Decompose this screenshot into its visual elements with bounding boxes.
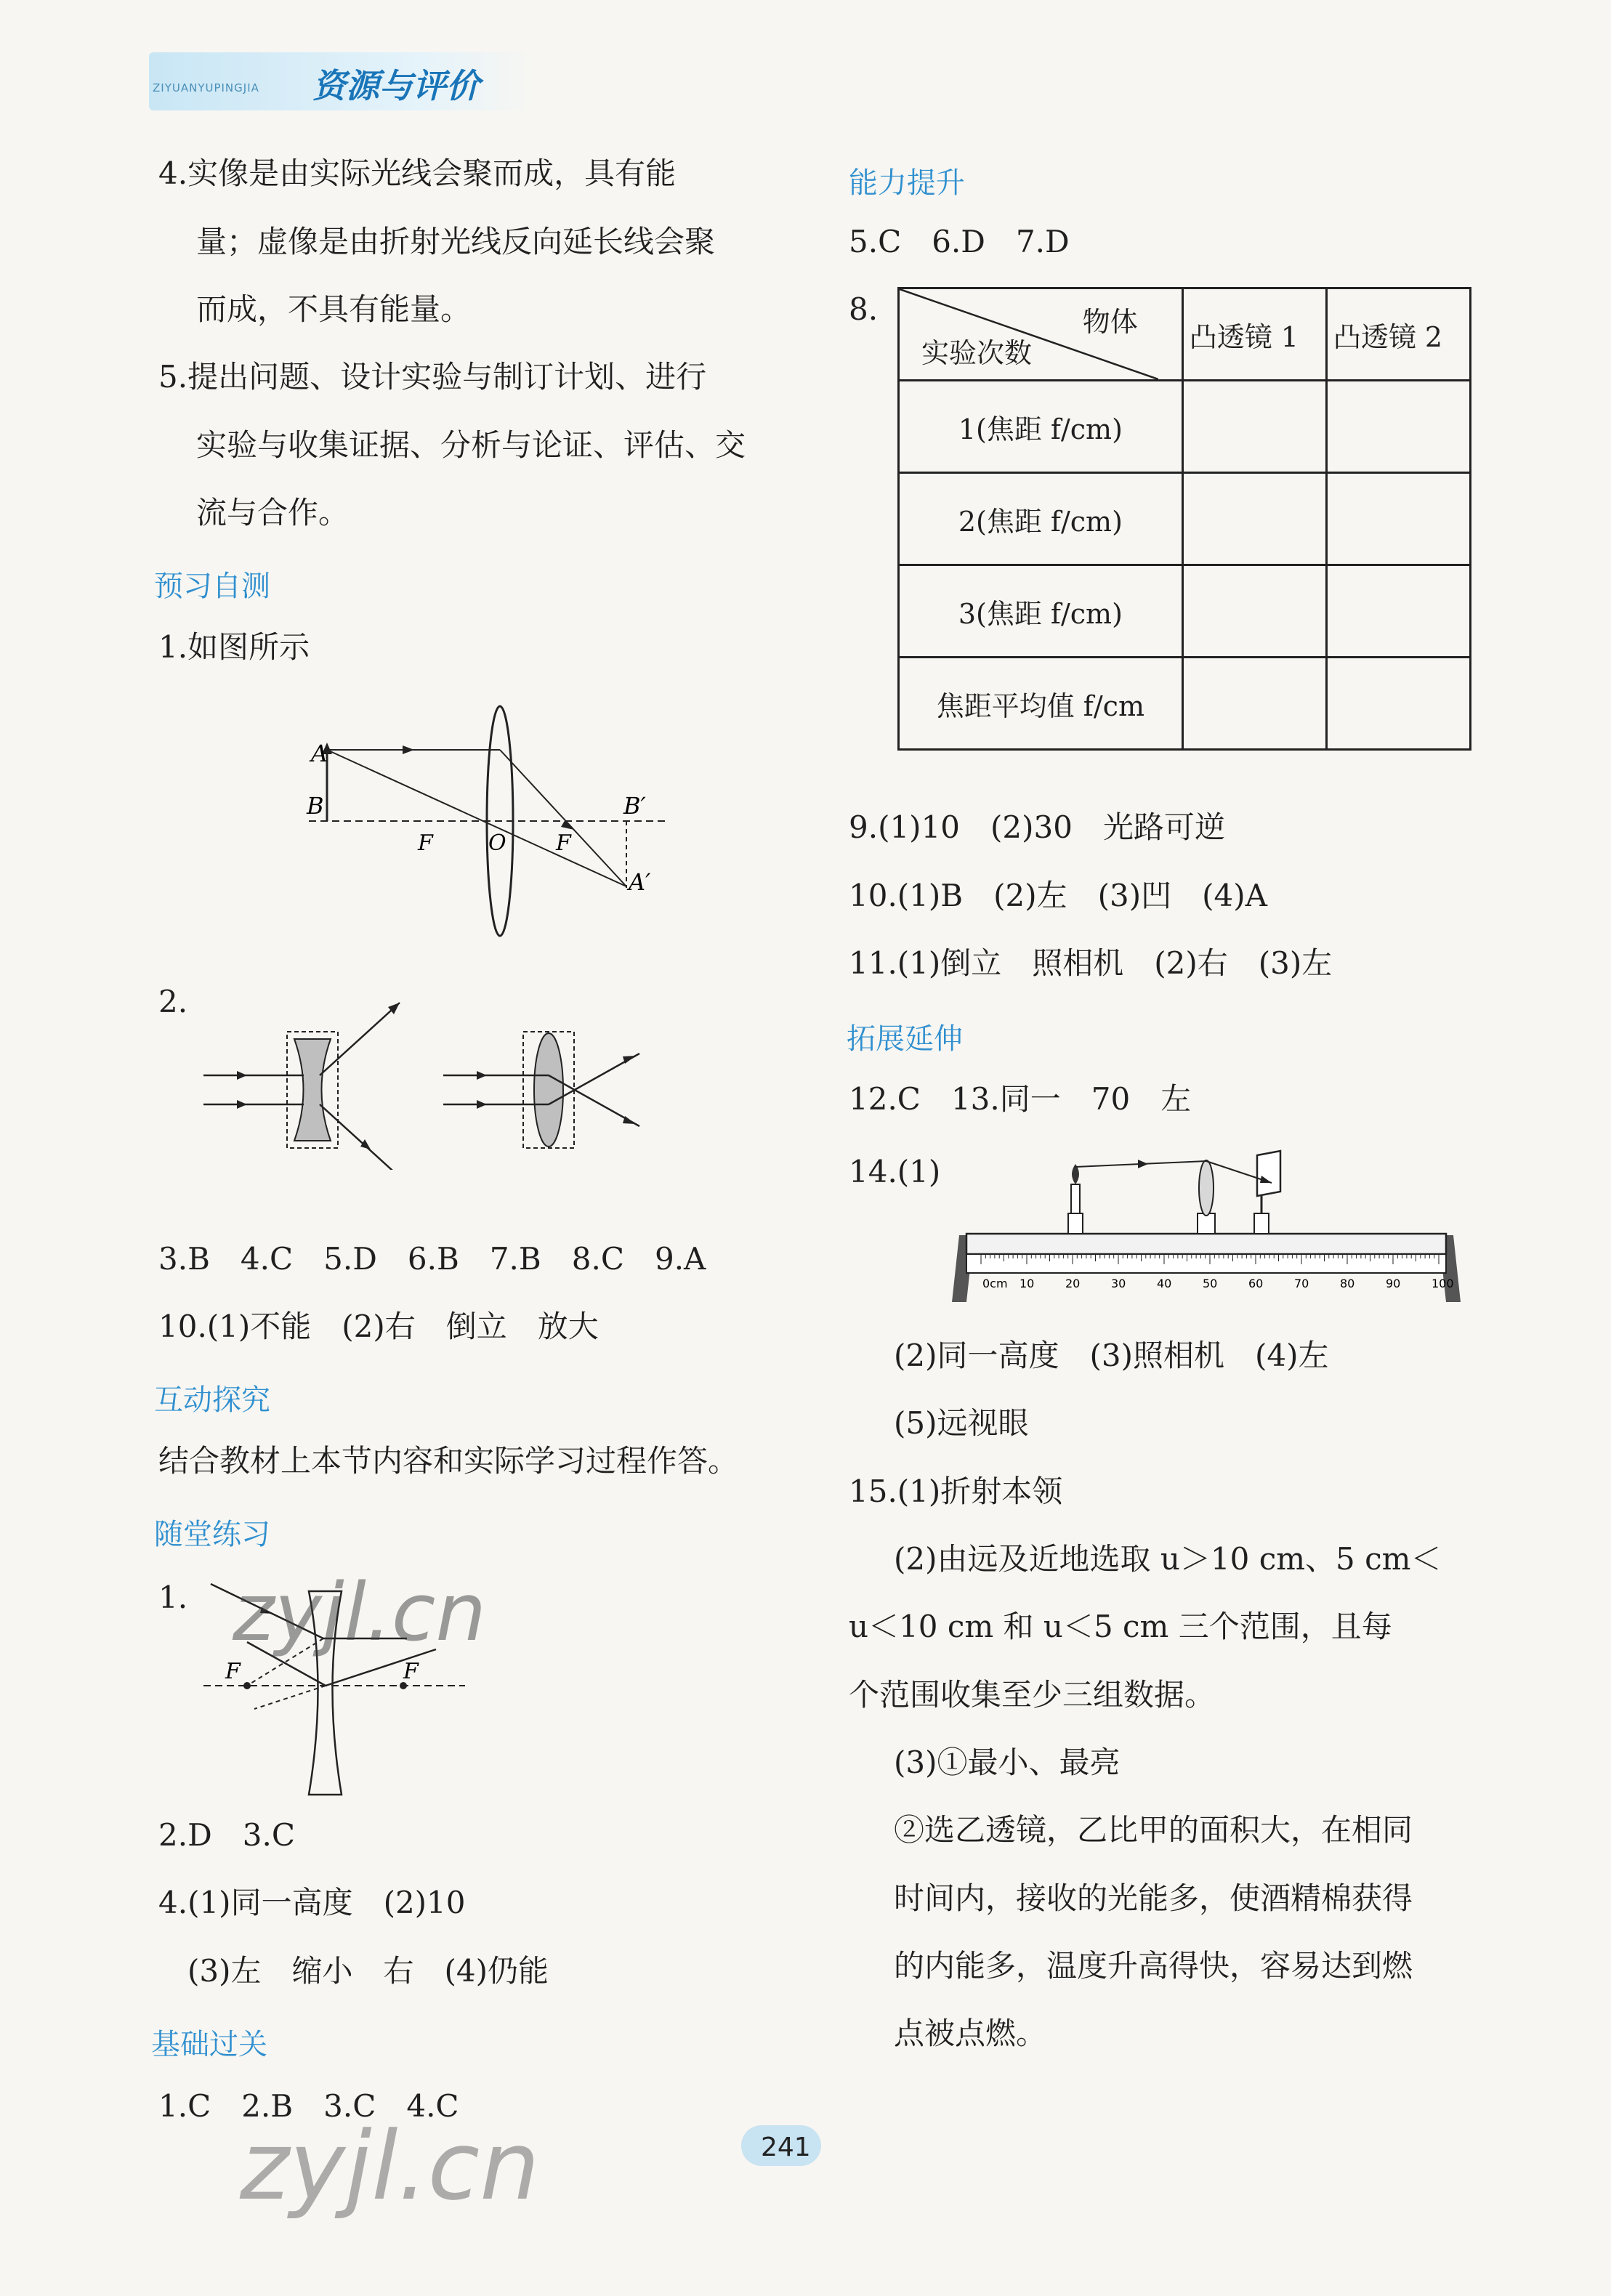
table-cell [1326,381,1470,473]
extend-15b-line1: (2)由远及近地选取 u＞10 cm、5 cm＜ [894,1541,1442,1577]
extend-15b-line2: u＜10 cm 和 u＜5 cm 三个范围，且每 [849,1609,1392,1644]
bench-tick-label: 100 [1432,1277,1454,1290]
extend-15d-line3: 的内能多，温度升高得快，容易达到燃 [894,1948,1413,1984]
optical-bench-diagram [945,1148,1468,1322]
classroom-1: 1. [158,1580,188,1615]
section-interact: 互动探究 [154,1383,270,1417]
answer-4-line2: 量；虚像是由折射光线反向延长线会聚 [196,224,716,259]
bench-tick-label: 90 [1386,1277,1401,1290]
bench-tick-label: 30 [1111,1277,1126,1290]
table-cell [1182,565,1326,658]
ability-8: 8. [849,291,879,327]
table-col-lens1: 凸透镜 1 [1182,288,1326,381]
section-basic: 基础过关 [151,2028,267,2061]
ability-5-7: 5.C 6.D 7.D [849,224,1070,259]
label-O: O [488,830,506,856]
table-cell [1326,658,1470,750]
ability-11: 11.(1)倒立 照相机 (2)右 (3)左 [849,945,1333,981]
bench-tick-label: 20 [1065,1277,1081,1290]
table-corner-top: 物体 [1082,306,1138,338]
bench-tick-label: 10 [1020,1277,1035,1290]
section-classroom: 随堂练习 [154,1518,270,1551]
label-A-prime: A′ [629,868,651,896]
extend-14: 14.(1) [849,1154,941,1189]
table-cell [1326,473,1470,565]
table-row-2: 2(焦距 f/cm) [899,473,1183,565]
classroom-4a: 4.(1)同一高度 (2)10 [158,1885,466,1920]
bench-tick-label: 70 [1294,1277,1309,1290]
table-row-3: 3(焦距 f/cm) [899,565,1183,658]
header-brand-small: ZIYUANYUPINGJIA [153,81,259,94]
extend-15d-line4: 点被点燃。 [894,2016,1047,2051]
label-F-left: F [225,1659,241,1684]
bench-tick-label: 80 [1340,1277,1355,1290]
table-cell [1182,658,1326,750]
table-cell [1182,381,1326,473]
bench-tick-label: 40 [1157,1277,1172,1290]
table-col-lens2: 凸透镜 2 [1326,288,1470,381]
watermark-mid: zyjl.cn [233,1566,487,1659]
lens-ray-diagram-2 [196,974,661,1170]
bench-tick-label: 60 [1248,1277,1264,1290]
label-F-left: F [418,830,433,856]
answer-5-line1: 5.提出问题、设计实验与制订计划、进行 [158,359,707,395]
extend-15c: (3)①最小、最亮 [894,1745,1121,1780]
header-title: 资源与评价 [312,66,480,105]
basic-answers: 1.C 2.B 3.C 4.C [158,2088,459,2124]
watermark-bottom: zyjl.cn [240,2111,540,2221]
label-A: A [311,740,328,767]
page-number: 241 [761,2133,811,2162]
extend-15d-line2: 时间内，接收的光能多，使酒精棉获得 [894,1880,1413,1916]
section-preview: 预习自测 [154,570,270,603]
classroom-4b: (3)左 缩小 右 (4)仍能 [187,1953,549,1989]
extend-14c: (5)远视眼 [894,1405,1029,1441]
classroom-2-3: 2.D 3.C [158,1817,295,1853]
table-corner [899,288,1183,381]
extend-15a: 15.(1)折射本领 [849,1474,1063,1509]
preview-1: 1.如图所示 [158,629,310,665]
table-corner-bottom: 实验次数 [921,337,1033,369]
extend-12-13: 12.C 13.同一 70 左 [849,1081,1192,1117]
section-ability: 能力提升 [849,166,965,200]
answer-5-line2: 实验与收集证据、分析与论证、评估、交 [196,427,746,463]
table-row-average: 焦距平均值 f/cm [899,658,1183,750]
extend-14b: (2)同一高度 (3)照相机 (4)左 [894,1338,1329,1373]
convex-lens-ray-diagram [298,698,676,937]
section-extend: 拓展延伸 [847,1022,963,1056]
answer-4-line1: 4.实像是由实际光线会聚而成，具有能 [158,155,677,191]
label-B-prime: B′ [623,792,646,820]
label-F-right: F [403,1659,419,1684]
bench-tick-label: 50 [1203,1277,1218,1290]
interact-text: 结合教材上本节内容和实际学习过程作答。 [158,1443,739,1479]
answer-4-line3: 而成，不具有能量。 [196,291,472,327]
table-cell [1326,565,1470,658]
preview-2: 2. [158,984,188,1019]
extend-15d-line1: ②选乙透镜，乙比甲的面积大，在相同 [894,1812,1413,1848]
label-F-right: F [556,830,571,856]
ability-10: 10.(1)B (2)左 (3)凹 (4)A [849,878,1267,913]
ability-9: 9.(1)10 (2)30 光路可逆 [849,809,1225,845]
table-cell [1182,473,1326,565]
bench-unit: 0cm [982,1277,1008,1290]
extend-15b-line3: 个范围收集至少三组数据。 [849,1677,1216,1713]
preview-3-9: 3.B 4.C 5.D 6.B 7.B 8.C 9.A [158,1241,706,1277]
label-B: B [307,792,324,820]
answer-5-line3: 流与合作。 [196,495,350,530]
experiment-table [897,287,1471,751]
table-row-1: 1(焦距 f/cm) [899,381,1183,473]
preview-10: 10.(1)不能 (2)右 倒立 放大 [158,1309,599,1344]
